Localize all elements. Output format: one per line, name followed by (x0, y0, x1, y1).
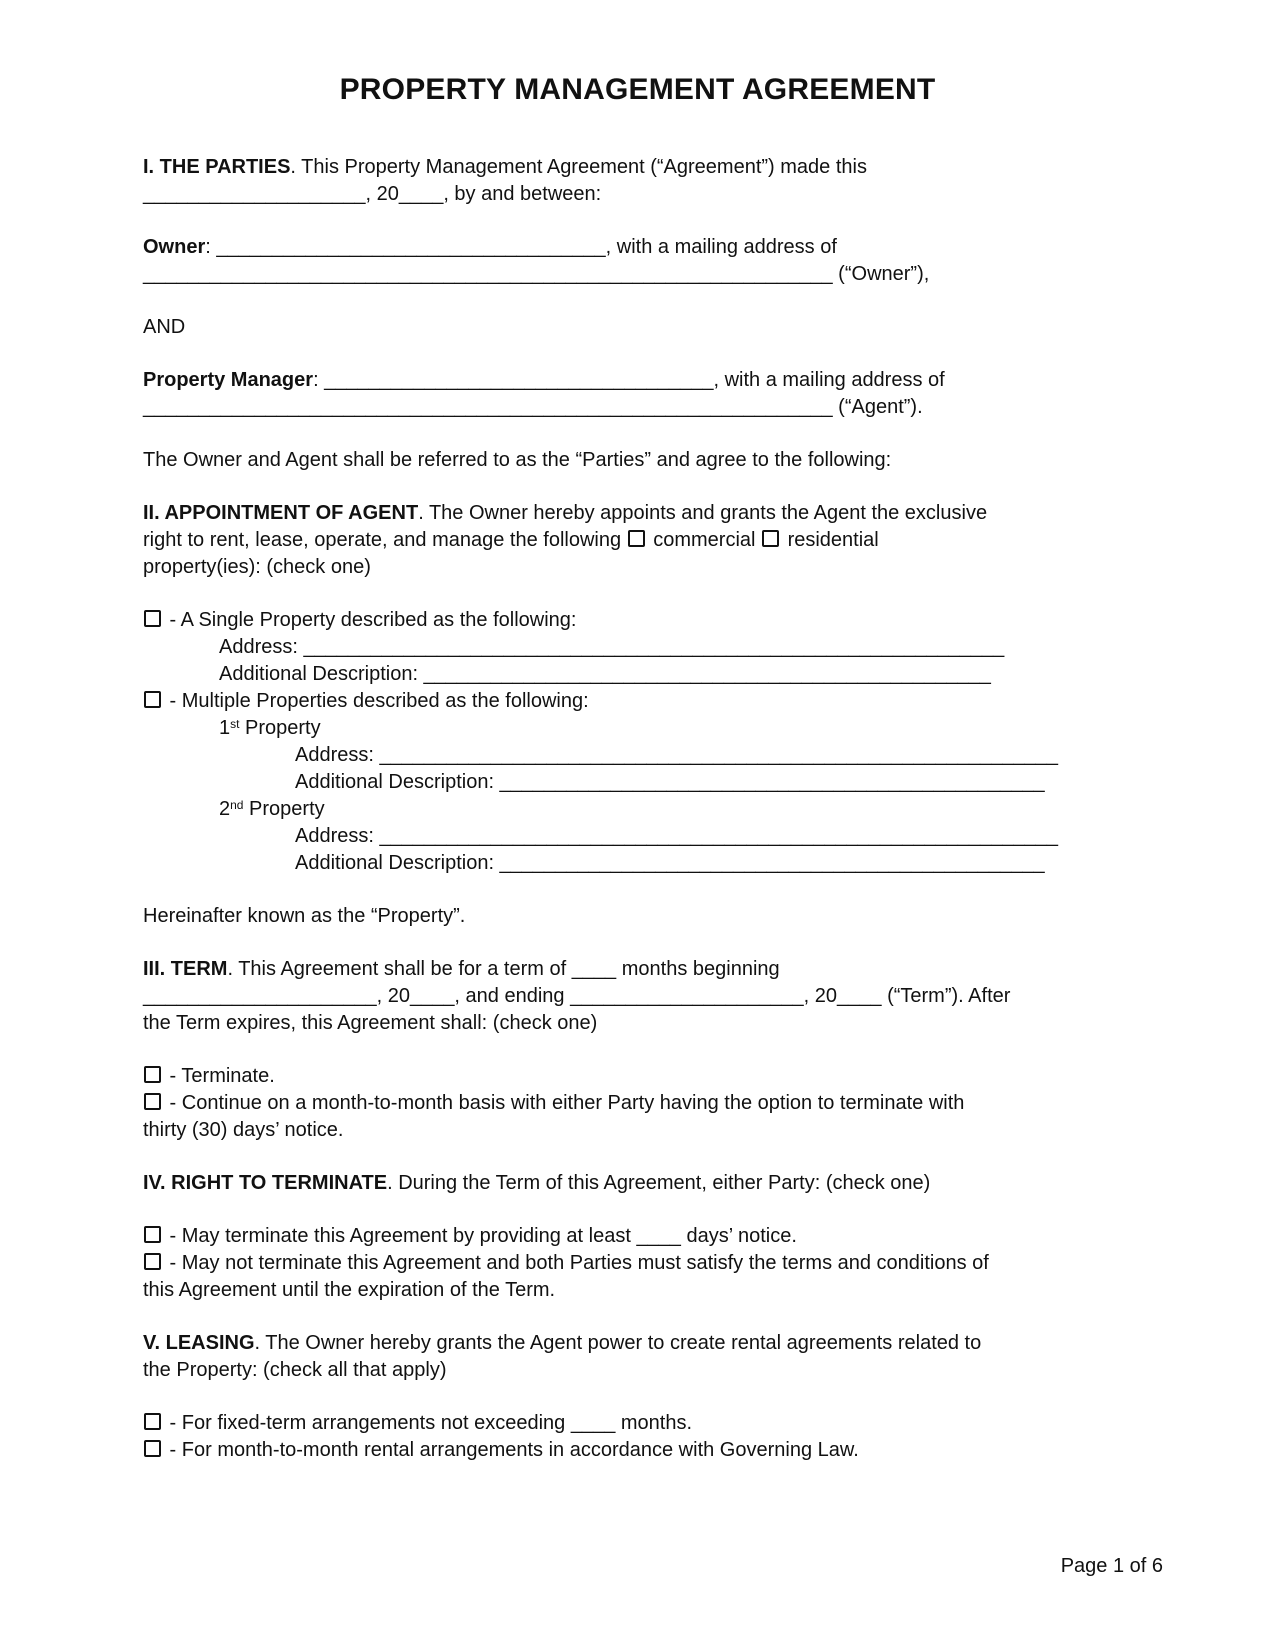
text: - For month-to-month rental arrangements in accordance with Governing Law. (164, 1439, 859, 1461)
text: 2 (219, 798, 231, 820)
bold-text: I. THE PARTIES (143, 156, 291, 178)
owner-clause (143, 234, 1132, 288)
text: property(ies): (check one) (143, 556, 371, 578)
text: ______________________________________________________________ (“Agent”). (143, 396, 923, 418)
section-iii-term-line (143, 956, 1132, 983)
property-reference (143, 903, 1132, 930)
checkbox-icon-may-terminate[interactable] (144, 1226, 161, 1243)
terminate-options (143, 1223, 1132, 1304)
text: Address: _____________________________________________________________ (295, 825, 1058, 847)
property-options-line (143, 607, 1132, 634)
and-separator (143, 314, 1132, 341)
text: the Property: (check all that apply) (143, 1359, 447, 1381)
text: 1 (219, 717, 231, 739)
text: . The Owner hereby grants the Agent power to create rental agreements related to (254, 1332, 982, 1354)
section-ii-appointment-of-agent-line (143, 554, 1132, 581)
text: commercial (647, 529, 762, 551)
text: thirty (30) days’ notice. (143, 1119, 344, 1141)
text: : ___________________________________, with a mailing address of (313, 369, 945, 391)
checkbox-icon-month-to-month[interactable] (144, 1440, 161, 1457)
text: Additional Description: ___________________________________________________ (219, 663, 991, 685)
term-expiry-options-line (143, 1090, 1132, 1117)
parties-reference (143, 447, 1132, 474)
text: . This Agreement shall be for a term of ____ months beginning (227, 958, 780, 980)
checkbox-icon-continue-month-to-month[interactable] (144, 1093, 161, 1110)
ordinal-suffix: st (230, 717, 240, 731)
text: Address: _______________________________________________________________ (219, 636, 1005, 658)
section-v-leasing-line (143, 1330, 1132, 1357)
text: . During the Term of this Agreement, either Party: (check one) (387, 1172, 931, 1194)
term-expiry-options (143, 1063, 1132, 1144)
terminate-options-line (143, 1223, 1132, 1250)
property-options-line (143, 796, 1132, 823)
property-options-line (143, 715, 1132, 742)
property-options-line (143, 634, 1132, 661)
text: this Agreement until the expiration of the Term. (143, 1279, 556, 1301)
bold-text: IV. RIGHT TO TERMINATE (143, 1172, 388, 1194)
text: Property (239, 717, 321, 739)
property-manager-clause (143, 367, 1132, 421)
section-v-leasing (143, 1330, 1132, 1384)
text: Additional Description: _________________________________________________ (295, 852, 1045, 874)
checkbox-icon-commercial[interactable] (628, 530, 645, 547)
property-options-line (143, 850, 1132, 877)
checkbox-icon-single-property[interactable] (144, 610, 161, 627)
property-reference-line (143, 903, 1132, 930)
text: Additional Description: _________________________________________________ (295, 771, 1045, 793)
text: - May not terminate this Agreement and both Parties must satisfy the terms and conditions of (164, 1252, 989, 1274)
checkbox-icon-may-not-terminate[interactable] (144, 1253, 161, 1270)
property-options-line (143, 769, 1132, 796)
checkbox-icon-multiple-properties[interactable] (144, 691, 161, 708)
text: - Continue on a month-to-month basis with either Party having the option to terminate with (164, 1092, 965, 1114)
property-options-line (143, 661, 1132, 688)
property-options-line (143, 688, 1132, 715)
leasing-options-line (143, 1437, 1132, 1464)
bold-text: V. LEASING (143, 1332, 255, 1354)
parties-reference-line (143, 447, 1132, 474)
section-i-the-parties-line (143, 154, 1132, 181)
property-options-line (143, 742, 1132, 769)
property-options (143, 607, 1132, 877)
term-expiry-options-line (143, 1117, 1132, 1144)
leasing-options-line (143, 1410, 1132, 1437)
text: ____________________, 20____, by and between: (143, 183, 602, 205)
text: - Terminate. (164, 1065, 275, 1087)
text: residential (782, 529, 879, 551)
document-title: PROPERTY MANAGEMENT AGREEMENT (339, 73, 936, 106)
text: - For fixed-term arrangements not exceeding ____ months. (164, 1412, 693, 1434)
text: ______________________________________________________________ (“Owner”), (143, 263, 930, 285)
text: AND (143, 316, 186, 338)
property-manager-clause-line (143, 394, 1132, 421)
bold-text: Property Manager (143, 369, 314, 391)
bold-text: III. TERM (143, 958, 228, 980)
section-ii-appointment-of-agent (143, 500, 1132, 581)
text: The Owner and Agent shall be referred to as the “Parties” and agree to the following: (143, 449, 892, 471)
owner-clause-line (143, 234, 1132, 261)
document-blocks (143, 154, 1132, 1464)
section-iii-term-line (143, 1010, 1132, 1037)
section-i-the-parties (143, 154, 1132, 208)
property-options-line (143, 823, 1132, 850)
section-iv-right-to-terminate (143, 1170, 1132, 1197)
section-ii-appointment-of-agent-line (143, 527, 1132, 554)
text: Property (243, 798, 325, 820)
page-number: Page 1 of 6 (1060, 1555, 1163, 1577)
section-iii-term (143, 956, 1132, 1037)
checkbox-icon-residential[interactable] (762, 530, 779, 547)
text: : ___________________________________, with a mailing address of (205, 236, 837, 258)
section-v-leasing-line (143, 1357, 1132, 1384)
section-ii-appointment-of-agent-line (143, 500, 1132, 527)
section-iii-term-line (143, 983, 1132, 1010)
checkbox-icon-terminate[interactable] (144, 1066, 161, 1083)
checkbox-icon-fixed-term[interactable] (144, 1413, 161, 1430)
bold-text: Owner (143, 236, 206, 258)
text: the Term expires, this Agreement shall: (check one) (143, 1012, 598, 1034)
and-separator-line (143, 314, 1132, 341)
term-expiry-options-line (143, 1063, 1132, 1090)
text: Hereinafter known as the “Property”. (143, 905, 466, 927)
section-iv-right-to-terminate-line (143, 1170, 1132, 1197)
owner-clause-line (143, 261, 1132, 288)
text: - Multiple Properties described as the following: (164, 690, 589, 712)
section-i-the-parties-line (143, 181, 1132, 208)
text: - May terminate this Agreement by providing at least ____ days’ notice. (164, 1225, 797, 1247)
text: - A Single Property described as the following: (164, 609, 577, 631)
text: . This Property Management Agreement (“Agreement”) made this (290, 156, 867, 178)
ordinal-suffix: nd (230, 798, 244, 812)
text: Address: _____________________________________________________________ (295, 744, 1058, 766)
text: . The Owner hereby appoints and grants the Agent the exclusive (418, 502, 988, 524)
leasing-options (143, 1410, 1132, 1464)
text: right to rent, lease, operate, and manage the following (143, 529, 627, 551)
bold-text: II. APPOINTMENT OF AGENT (143, 502, 419, 524)
terminate-options-line (143, 1250, 1132, 1277)
terminate-options-line (143, 1277, 1132, 1304)
property-manager-clause-line (143, 367, 1132, 394)
text: _____________________, 20____, and ending _____________________, 20____ (“Term”). After (143, 985, 1011, 1007)
